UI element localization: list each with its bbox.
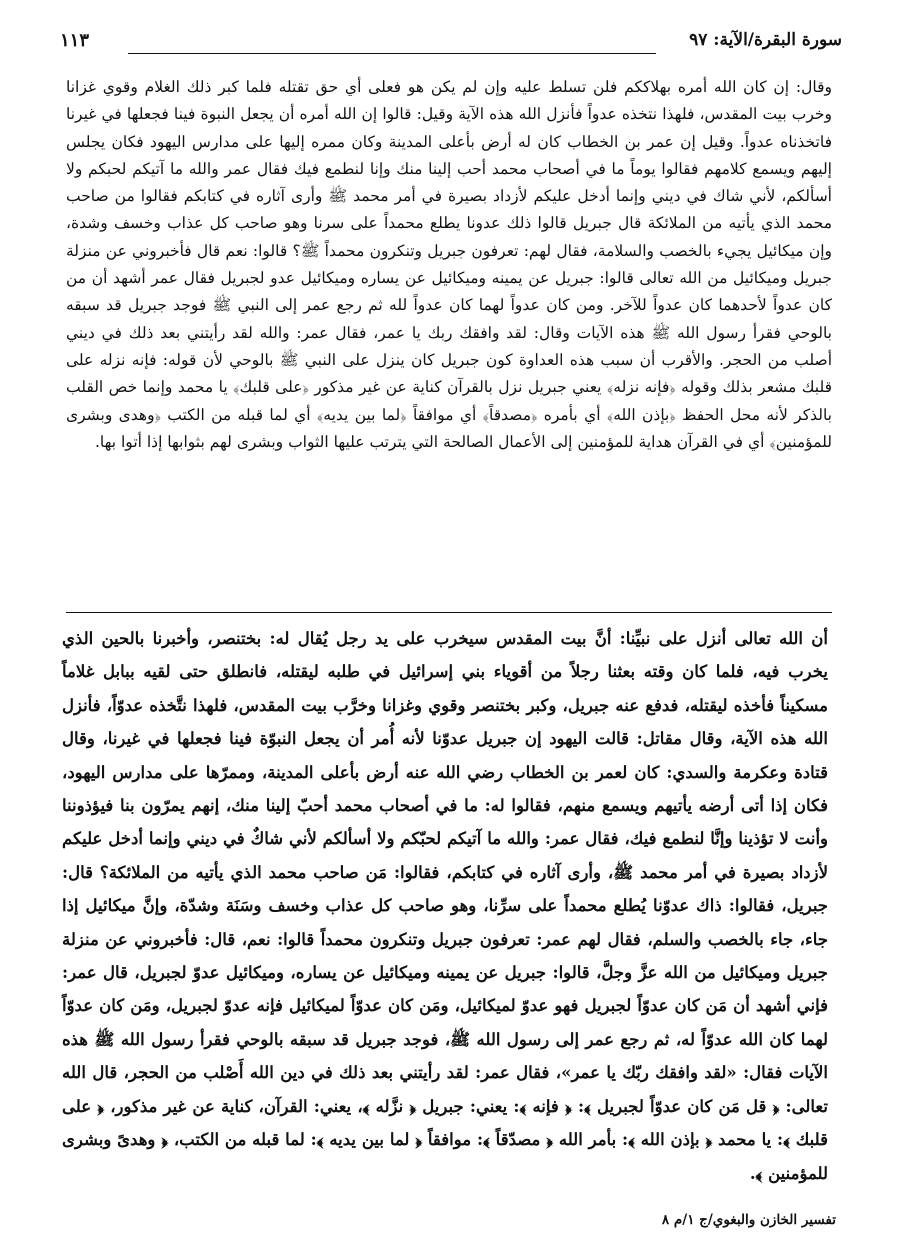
khazin-commentary-text: وقال: إن كان الله أمره بهلاككم فلن تسلط عليه وإن لم يكن هو فعلى أي حق تقتله فلما كبر ذلك الغلام وقوي غزانا وخرب بيت المقدس، فلهذا نتخذه عدواً فأنزل الله هذه الآية وقيل: قالوا إن الله أمره أن يجعل النبوة فينا فجعلها في غيرنا فاتخذناه عدواً. وقيل إن عمر بن الخطاب كان له أرض بأعلى المدينة وكان ممره إليها على مدارس اليهود فكان يجلس إليهم ويسمع كلامهم فقالوا يوماً ما في أصحاب محمد أحب إلينا منك وإنا لنطمع فيك فقال عمر والله ما آتيكم لحبكم ولا أسألكم، لأني شاك في ديني وإنما أدخل عليكم لأزداد بصيرة في أمر محمد ﷺ وأرى آثاره في كتابكم فقالوا من صاحب محمد الذي يأتيه من الملائكة قال جبريل قالوا ذلك عدونا يطلع محمداً على سرنا وهو صاحب كل عذاب وخسف وشدة، وإن ميكائيل يجيء بالخصب والسلامة، فقال لهم: تعرفون جبريل وتنكرون محمداً ﷺ؟ قالوا: نعم قال فأخبروني عن منزلة جبريل وميكائيل من الله تعالى قالوا: جبريل عن يمينه وميكائيل عن يساره وميكائيل عدو لجبريل فقال عمر أشهد أن من كان عدواً لأحدهما كان عدواً للآخر. ومن كان عدواً لهما كان عدواً لله ثم رجع عمر إلى النبي ﷺ فوجد جبريل قد سبقه بالوحي فقرأ رسول الله ﷺ هذه الآيات وقال: لقد وافقك ربك يا عمر، فقال عمر: والله لقد رأيتني بعد ذلك في ديني أصلب من الحجر. والأقرب أن سبب هذه العداوة كون جبريل كان ينزل على النبي ﷺ بالوحي لأن قوله: فإنه نزله على قلبك مشعر بذلك وقوله ﴿فإنه نزله﴾ يعني جبريل نزل بالقرآن كناية عن غير مذكور ﴿على قلبك﴾ يا محمد وإنما خص القلب بالذكر لأنه محل الحفظ ﴿بإذن الله﴾ أي بأمره ﴿مصدقاً﴾ أي موافقاً ﴿لما بين يديه﴾ أي لما قبله من الكتب ﴿وهدى وبشرى للمؤمنين﴾ أي في القرآن هداية للمؤمنين إلى الأعمال الصالحة التي يترتب عليها الثواب وبشرى لهم بثوابها إذا أتوا بها. bbox=[66, 78, 833, 451]
footer-book-title: تفسير الخازن والبغوي/ج ١/م ٨ bbox=[661, 1212, 836, 1228]
page-header bbox=[60, 30, 842, 56]
section-divider bbox=[66, 612, 832, 613]
surah-verse-title: سورة البقرة/الآية: ٩٧ bbox=[689, 30, 842, 50]
baghawi-commentary-text: أن الله تعالى أنزل على نبيِّنا: أنَّ بيت المقدس سيخرب على يد رجل يُقال له: بختنصر، وأخبرنا بالحين الذي يخرب فيه، فلما كان وقته بعثنا رجلاً من أقوياء بني إسرائيل في طلبه ليقتله، فانطلق حتى لقيه ببابل غلاماً مسكيناً فأخذه ليقتله، فدفع عنه جبريل، وكبر بختنصر وقوي وغزانا وخرَّب بيت المقدس، فلهذا نتَّخذه عدوّاً، فأنزل الله هذه الآية، وقال مقاتل: قالت اليهود إن جبريل عدوّنا لأنه أُمر أن يجعل النبوّة فينا فجعلها في غيرنا، وقال قتادة وعكرمة والسدي: كان لعمر بن الخطاب رضي الله عنه أرض بأعلى المدينة، وممرّها على مدارس اليهود، فكان إذا أتى أرضه يأتيهم ويسمع منهم، فقالوا له: ما في أصحاب محمد أحبّ إلينا منك، إنهم يمرّون بنا فيؤذوننا وأنت لا تؤذينا وإنَّا لنطمع فيك، فقال عمر: والله ما آتيكم لحبّكم ولا أسألكم لأني شاكٌ في ديني وإنما أدخل عليكم لأزداد بصيرة في أمر محمد ﷺ، وأرى آثاره في كتابكم، فقالوا: مَن صاحب محمد الذي يأتيه من الملائكة؟ قال: جبريل، فقالوا: ذاك عدوّنا يُطلع محمداً على سرِّنا، وهو صاحب كل عذاب وخسف وسَنَة وشدّة، وإنَّ ميكائيل إذا جاء، جاء بالخصب والسلم، فقال لهم عمر: تعرفون جبريل وتنكرون محمداً قالوا: نعم، قال: فأخبروني عن منزلة جبريل وميكائيل من الله عزَّ وجلَّ، قالوا: جبريل عن يمينه وميكائيل عن يساره، وميكائيل عدوّ لجبريل، قال عمر: فإني أشهد أن مَن كان عدوّاً لجبريل فهو عدوّ لميكائيل، ومَن كان عدوّاً لميكائيل فإنه عدوّ لجبريل، ومَن كان عدوّاً لهما كان الله عدوّاً له، ثم رجع عمر إلى رسول الله ﷺ، فوجد جبريل قد سبقه بالوحي فقرأ رسول الله ﷺ هذه الآيات فقال: «لقد وافقك ربّك يا عمر»، فقال عمر: لقد رأيتني بعد ذلك في دين الله أَصْلب من الحجر، قال الله تعالى: ﴿ قل مَن كان عدوّاً لجبريل ﴾: ﴿ فإنه ﴾: يعني: جبريل ﴿ نزَّله ﴾، يعني: القرآن، كناية عن غير مذكور، ﴿ على قلبك ﴾: يا محمد ﴿ بإذن الله ﴾: بأمر الله ﴿ مصدّقاً ﴾: موافقاً ﴿ لما بين يديه ﴾: لما قبله من الكتب، ﴿ وهدىً وبشرى للمؤمنين ﴾. bbox=[62, 629, 829, 1183]
page-number: ١١٣ bbox=[60, 30, 90, 51]
header-rule bbox=[128, 53, 656, 54]
